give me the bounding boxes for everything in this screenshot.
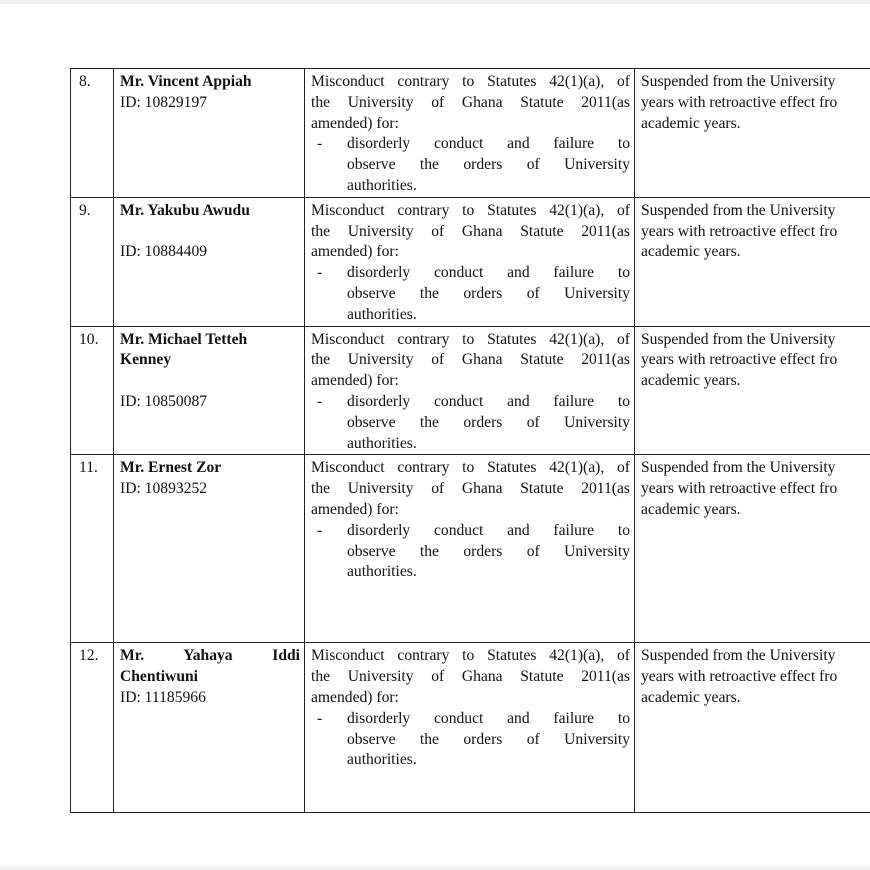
sanction-cell — [635, 69, 870, 198]
student-name: Mr. Yakubu Awudu — [120, 201, 250, 219]
student-name: Mr. Michael Tetteh — [120, 330, 248, 348]
student-name: Chentiwuni — [120, 668, 198, 686]
sanction-line: academic years. — [641, 688, 741, 706]
offence-line: Misconduct contrary to Statutes 42(1)(a), of — [311, 330, 630, 348]
offence-cell — [305, 197, 635, 326]
student-cell — [114, 326, 305, 455]
bullet-line: disorderly conduct and failure to — [347, 521, 630, 539]
offence-line: the University of Ghana Statute 2011(as — [311, 668, 630, 686]
offence-bullet — [311, 709, 630, 771]
student-cell — [114, 197, 305, 326]
sanction-line: academic years. — [641, 243, 741, 261]
table-row — [71, 326, 870, 455]
bullet-dash: - — [317, 521, 323, 539]
offence-bullet — [311, 521, 630, 583]
sanction-cell — [635, 197, 870, 326]
offence-line: the University of Ghana Statute 2011(as — [311, 351, 630, 369]
sanction-line: Suspended from the University — [641, 647, 836, 665]
sanction-line: years with retroactive effect fro — [641, 668, 838, 686]
sanction-line: Suspended from the University — [641, 459, 836, 477]
student-cell — [114, 69, 305, 198]
row-number: 11. — [71, 455, 114, 643]
sanction-cell — [635, 455, 870, 643]
bullet-line: disorderly conduct and failure to — [347, 264, 630, 282]
bullet-line: disorderly conduct and failure to — [347, 709, 630, 727]
student-name: Mr. Ernest Zor — [120, 459, 222, 477]
bullet-line: observe the orders of University — [347, 730, 630, 748]
student-cell — [114, 643, 305, 813]
sanction-line: years with retroactive effect fro — [641, 351, 838, 369]
sanction-line: academic years. — [641, 500, 741, 518]
sanction-line: Suspended from the University — [641, 201, 836, 219]
row-number: 8. — [71, 69, 114, 198]
offence-line: amended) for: — [311, 688, 399, 706]
bullet-line: authorities. — [347, 751, 417, 769]
bullet-line: disorderly conduct and failure to — [347, 135, 630, 153]
offence-line: Misconduct contrary to Statutes 42(1)(a), of — [311, 73, 630, 90]
offence-cell — [305, 326, 635, 455]
sanction-cell — [635, 643, 870, 813]
offence-cell — [305, 69, 635, 198]
bullet-line: authorities. — [347, 176, 417, 194]
sanction-line: academic years. — [641, 114, 741, 132]
sanctions-table — [70, 68, 870, 813]
student-id: ID: 10829197 — [120, 93, 208, 111]
student-name: Mr. Vincent Appiah — [120, 73, 252, 90]
sanction-line: years with retroactive effect fro — [641, 222, 838, 240]
table-row — [71, 455, 870, 643]
bullet-line: authorities. — [347, 434, 417, 452]
student-name: Kenney — [120, 351, 172, 369]
student-cell — [114, 455, 305, 643]
bullet-line: authorities. — [347, 563, 417, 581]
offence-line: the University of Ghana Statute 2011(as — [311, 93, 630, 111]
table-row — [71, 643, 870, 813]
offence-line: amended) for: — [311, 372, 399, 390]
offence-line: amended) for: — [311, 114, 399, 132]
bullet-line: authorities. — [347, 305, 417, 323]
offence-line: the University of Ghana Statute 2011(as — [311, 480, 630, 498]
bullet-dash: - — [317, 135, 323, 153]
student-id: ID: 10893252 — [120, 480, 208, 498]
student-name: Mr. Yahaya Iddi — [120, 647, 300, 665]
bullet-line: observe the orders of University — [347, 284, 630, 302]
bullet-line: disorderly conduct and failure to — [347, 392, 630, 410]
student-id: ID: 10884409 — [120, 243, 208, 261]
offence-line: Misconduct contrary to Statutes 42(1)(a), of — [311, 201, 630, 219]
sanction-line: Suspended from the University — [641, 330, 836, 348]
bullet-line: observe the orders of University — [347, 542, 630, 560]
row-number: 12. — [71, 643, 114, 813]
offence-line: Misconduct contrary to Statutes 42(1)(a), of — [311, 647, 630, 665]
offence-line: amended) for: — [311, 243, 399, 261]
offence-bullet — [311, 134, 630, 196]
offence-line: amended) for: — [311, 500, 399, 518]
sanction-cell — [635, 326, 870, 455]
offence-line: the University of Ghana Statute 2011(as — [311, 222, 630, 240]
student-id: ID: 10850087 — [120, 392, 208, 410]
sanction-line: Suspended from the University — [641, 73, 836, 90]
offence-cell — [305, 643, 635, 813]
bullet-dash: - — [317, 709, 323, 727]
bullet-dash: - — [317, 264, 323, 282]
row-number: 9. — [71, 197, 114, 326]
sanction-line: academic years. — [641, 372, 741, 390]
document-page — [0, 4, 870, 866]
offence-line: Misconduct contrary to Statutes 42(1)(a), of — [311, 459, 630, 477]
student-id: ID: 11185966 — [120, 688, 206, 706]
table-row — [71, 69, 870, 198]
sanction-line: years with retroactive effect fro — [641, 93, 838, 111]
row-number: 10. — [71, 326, 114, 455]
bullet-line: observe the orders of University — [347, 413, 630, 431]
offence-bullet — [311, 263, 630, 325]
table-row — [71, 197, 870, 326]
bullet-dash: - — [317, 392, 323, 410]
bullet-line: observe the orders of University — [347, 156, 630, 174]
offence-bullet — [311, 392, 630, 454]
sanction-line: years with retroactive effect fro — [641, 480, 838, 498]
offence-cell — [305, 455, 635, 643]
